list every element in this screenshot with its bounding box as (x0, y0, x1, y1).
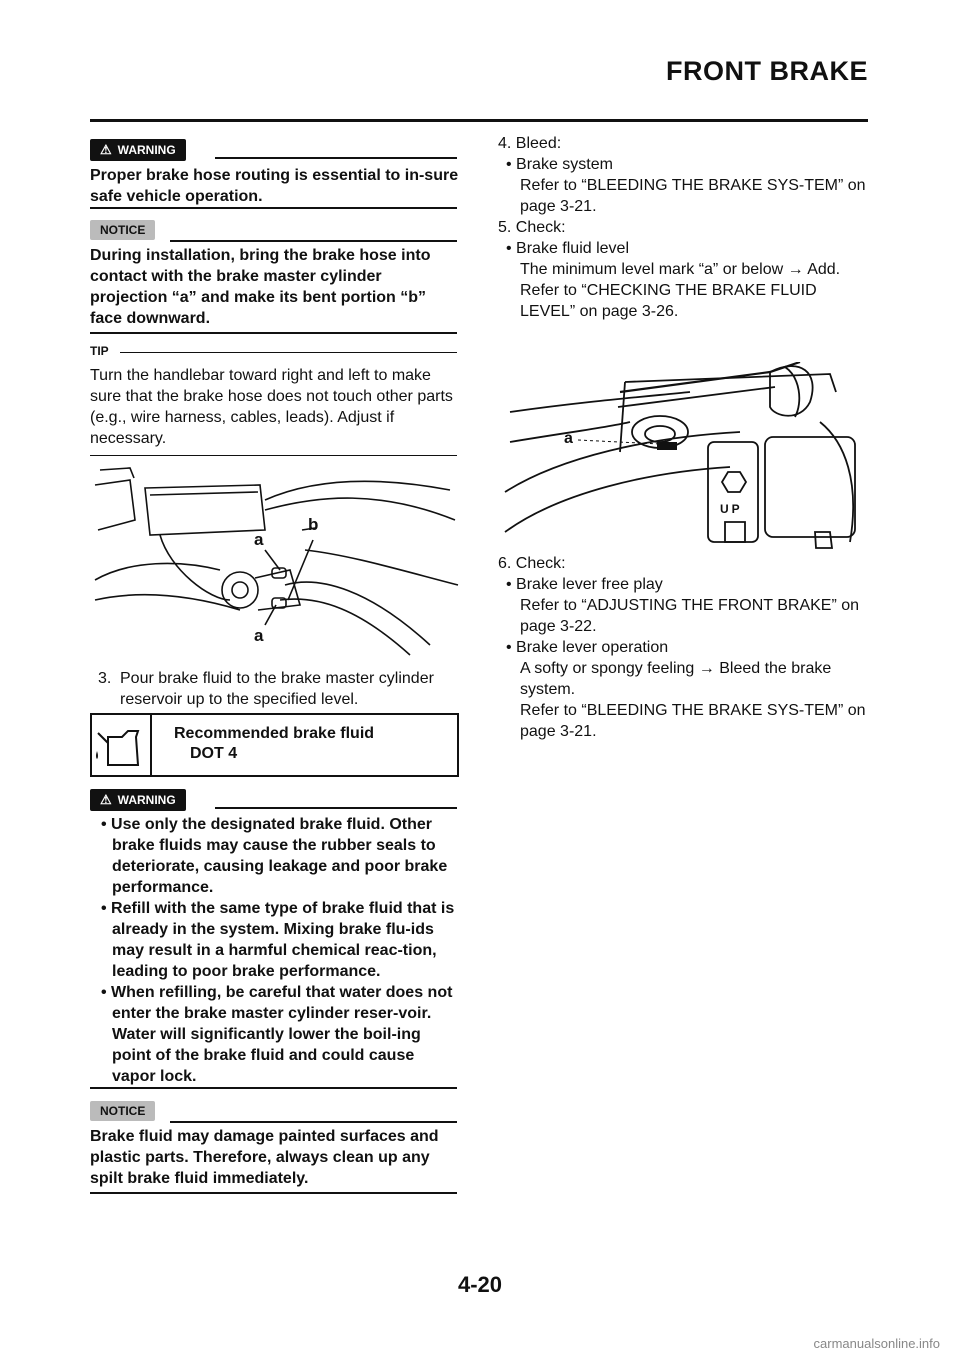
warning-badge (90, 139, 186, 161)
figure-label-a: a (564, 430, 573, 447)
divider (215, 807, 457, 809)
spec-box (90, 713, 459, 777)
step-text: Pour brake fluid to the brake master cylinder reservoir up to the specified level. (120, 670, 434, 708)
divider (120, 352, 457, 353)
brake-fluid-level-figure (500, 362, 868, 550)
tip-label: TIP (90, 344, 109, 358)
divider (90, 332, 457, 334)
figure-label-b: b (308, 515, 319, 534)
instruction-text: The minimum level mark “a” or below → Add. (520, 261, 841, 278)
divider (90, 455, 457, 456)
page-number: 4-20 (457, 1272, 503, 1297)
bullet: • (101, 816, 112, 833)
spec-title: Recommended brake fluid (174, 725, 375, 742)
divider (215, 157, 457, 159)
list-item: • Use only the designated brake fluid. Other brake fluids may cause the rubber seals to deteriorate, causing leakage and poor brake performance. (101, 816, 448, 896)
warning-label: WARNING (117, 793, 176, 807)
step-6: 6. Check: • Brake lever free play Refer to “ADJUSTING THE FRONT BRAKE” on page 3-22. • Brake lever operation A softy or spongy feeling → Bleed the brake system. Refer to “BLEEDING THE BRAKE SYS-TEM” on page 3-21. (498, 553, 870, 742)
tip-text: Turn the handlebar toward right and left to make sure that the brake hose does not touch other parts (e.g., wire harness, cables, leads). Adjust if necessary. (90, 367, 453, 447)
list-item: • Brake system (506, 156, 613, 173)
instruction-text: A softy or spongy feeling → Bleed the brake system. (520, 660, 832, 698)
step-5: 5. Check: • Brake fluid level The minimum level mark “a” or below → Add. Refer to “CHECKING THE BRAKE FLUID LEVEL” on page 3-26. (498, 217, 870, 322)
list-item: • Brake fluid level (506, 240, 629, 257)
figure-label-a: a (254, 626, 264, 645)
brake-hose-routing-figure (90, 460, 460, 660)
divider (90, 207, 457, 209)
notice-text: During installation, bring the brake hose into contact with the brake master cylinder projection “a” and make its bent portion “b” face downward. (90, 247, 431, 327)
warning-label: WARNING (117, 143, 176, 157)
reference-text: Refer to “ADJUSTING THE FRONT BRAKE” on page 3-22. (520, 597, 860, 635)
step-4: 4. Bleed: • Brake system Refer to “BLEEDING THE BRAKE SYS-TEM” on page 3-21. (498, 133, 870, 217)
bullet: • (101, 984, 112, 1001)
list-item: • Brake lever operation (506, 639, 669, 656)
list-item: • When refilling, be careful that water does not enter the brake master cylinder reser-voir. Water will significantly lower the boil-ing point of the brake fluid and could cause vapor lock. (101, 984, 453, 1085)
divider (170, 1121, 457, 1123)
figure-label-a: a (254, 530, 264, 549)
watermark: carmanualsonline.info (813, 1336, 940, 1351)
list-item: • Brake lever free play (506, 576, 663, 593)
header-rule (90, 119, 868, 122)
reference-text: Refer to “BLEEDING THE BRAKE SYS-TEM” on page 3-21. (520, 177, 866, 215)
oil-can-icon (92, 715, 152, 775)
notice-badge: NOTICE (90, 220, 155, 240)
notice-text: Brake fluid may damage painted surfaces and plastic parts. Therefore, always clean up any spilt brake fluid immediately. (90, 1128, 439, 1187)
notice-badge: NOTICE (90, 1101, 155, 1121)
divider (90, 1087, 457, 1089)
warning-triangle-icon: ⚠ (100, 792, 112, 807)
warning-triangle-icon: ⚠ (100, 142, 112, 157)
spec-value: DOT 4 (190, 745, 238, 762)
reference-text: Refer to “BLEEDING THE BRAKE SYS-TEM” on page 3-21. (520, 702, 866, 740)
warning-list (90, 814, 462, 1087)
divider (90, 1192, 457, 1194)
bullet: • (101, 900, 112, 917)
warning-badge (90, 789, 186, 811)
page-title: FRONT BRAKE (666, 56, 868, 86)
step-number: 3. (98, 670, 112, 687)
divider (170, 240, 457, 242)
reference-text: Refer to “CHECKING THE BRAKE FLUID LEVEL” on page 3-26. (520, 282, 817, 320)
up-mark-label: UP (720, 502, 743, 516)
warning-text: Proper brake hose routing is essential to in-sure safe vehicle operation. (90, 167, 459, 205)
list-item: • Refill with the same type of brake fluid that is already in the system. Mixing brake flu-ids may result in a harmful chemical reac-tion, leading to poor brake performance. (101, 900, 455, 980)
